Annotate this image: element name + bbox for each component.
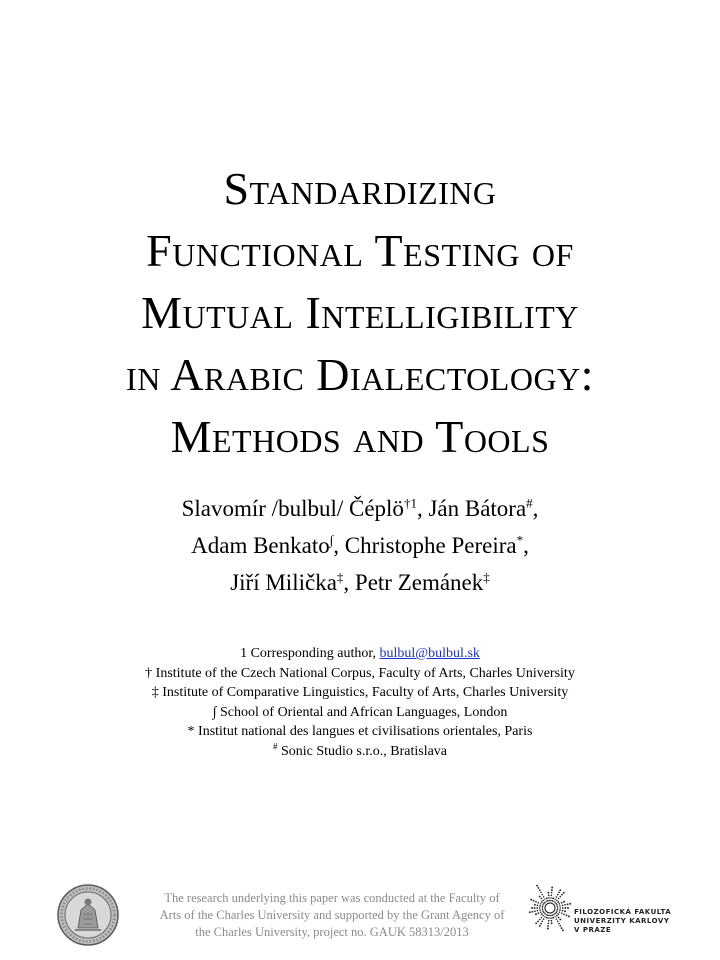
affiliation-mark: #	[272, 741, 278, 752]
affiliation-text: Institute of Comparative Linguistics, Faculty of Arts, Charles University	[158, 685, 569, 701]
affiliation-text: Sonic Studio s.r.o., Bratislava	[277, 743, 448, 759]
author-name: Adam Benkato	[191, 533, 330, 558]
affiliation-text: Institut national des langues et civilisations orientales, Paris	[194, 724, 533, 740]
funding-line: Arts of the Charles University and supported by the Grant Agency of	[159, 908, 505, 922]
university-seal-icon	[57, 884, 119, 946]
author-separator: ,	[532, 496, 539, 521]
author-name: Petr Zemánek	[354, 570, 484, 595]
title-line-4: in Arabic Dialectology:	[126, 349, 594, 400]
funding-note	[140, 890, 524, 941]
corresponding-prefix: 1 Corresponding author,	[240, 646, 380, 661]
author-name: Slavomír /bulbul/ Čéplö	[181, 496, 404, 521]
page-footer	[0, 882, 720, 952]
author-mark: ‡	[483, 569, 490, 585]
title-line-3: Mutual Intelligibility	[141, 287, 579, 338]
affiliation-list	[0, 644, 720, 762]
faculty-name	[574, 908, 671, 935]
author-line-2	[0, 527, 720, 564]
affiliation-mark: ∫	[212, 704, 217, 720]
faculty-name-line: UNIVERZITY KARLOVY	[574, 917, 670, 925]
affiliation-item	[0, 742, 720, 762]
funding-line: The research underlying this paper was conducted at the Faculty of	[164, 891, 500, 905]
affiliation-mark: ‡	[151, 685, 159, 701]
affiliation-mark: †	[145, 665, 153, 681]
author-mark: †1	[403, 495, 417, 511]
title-line-5: Methods and Tools	[170, 411, 550, 462]
paper-title	[0, 158, 720, 468]
faculty-name-line: FILOZOFICKÁ FAKULTA	[574, 908, 672, 916]
author-separator: ,	[523, 533, 529, 558]
corresponding-author-note	[0, 644, 720, 664]
author-name: Christophe Pereira	[344, 533, 517, 558]
author-mark: ‡	[336, 569, 344, 585]
author-separator: ,	[343, 570, 355, 595]
author-mark: #	[526, 495, 533, 511]
faculty-sunburst-logo-icon	[524, 876, 576, 938]
affiliation-item	[0, 664, 720, 684]
affiliation-mark: *	[187, 724, 195, 740]
author-line-1	[0, 490, 720, 527]
author-name: Ján Bátora	[428, 496, 527, 521]
author-mark: ∫	[329, 532, 334, 548]
author-separator: ,	[333, 533, 345, 558]
affiliation-item	[0, 722, 720, 742]
faculty-name-line: V PRAZE	[574, 926, 612, 934]
author-list	[0, 490, 720, 601]
affiliation-item	[0, 683, 720, 703]
author-name: Jiří Milička	[230, 570, 337, 595]
email-link[interactable]: bulbul@bulbul.sk	[379, 646, 480, 661]
funding-line: the Charles University, project no. GAUK 58313/2013	[195, 925, 469, 939]
title-line-2: Functional Testing of	[146, 225, 574, 276]
affiliation-item	[0, 703, 720, 723]
affiliation-text: Institute of the Czech National Corpus, Faculty of Arts, Charles University	[152, 665, 575, 681]
author-mark: *	[516, 532, 524, 548]
author-line-3	[0, 564, 720, 601]
title-line-1: Standardizing	[223, 163, 497, 214]
affiliation-text: School of Oriental and African Languages, London	[216, 704, 508, 720]
author-separator: ,	[416, 496, 429, 521]
